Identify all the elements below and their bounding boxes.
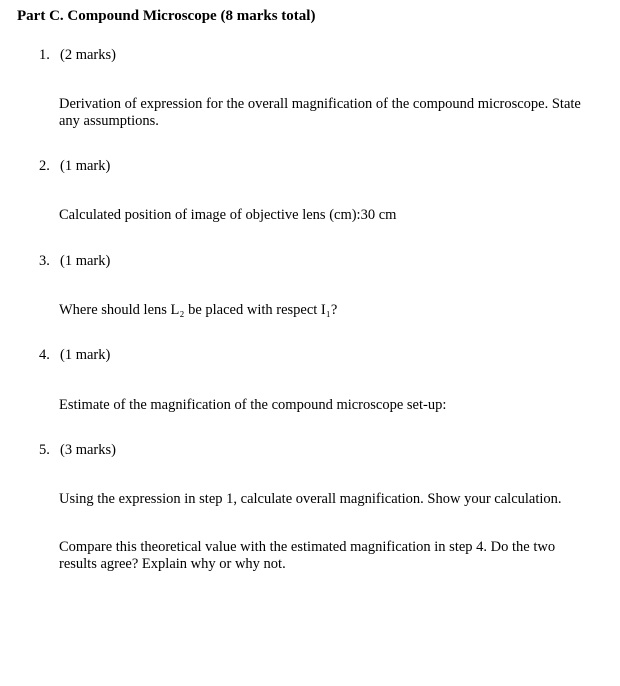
question-5-text-b: Compare this theoretical value with the estimated magnification in step 4. Do the two results agree? Explain why or why not.: [59, 539, 556, 572]
question-number: 2.: [39, 158, 50, 174]
question-item-4: [39, 347, 599, 367]
section-heading: Part C. Compound Microscope (8 marks total): [17, 8, 316, 24]
question-5-text-a: Using the expression in step 1, calculate overall magnification. Show your calculation.: [59, 491, 562, 507]
question-number: 5.: [39, 442, 50, 458]
question-4-text: Estimate of the magnification of the compound microscope set-up:: [59, 397, 447, 413]
question-number: 3.: [39, 253, 50, 269]
question-marks: (2 marks): [60, 47, 116, 63]
question-number: 4.: [39, 347, 50, 363]
question-marks: (1 mark): [60, 158, 111, 174]
question-marks: (1 mark): [60, 347, 111, 363]
question-item-1: [39, 47, 599, 67]
question-1-text: Derivation of expression for the overall magnification of the compound microscope. State any assumptions.: [59, 96, 581, 129]
question-item-2: [39, 158, 599, 178]
question-2-text: Calculated position of image of objective lens (cm):30 cm: [59, 207, 397, 223]
question-item-5: [39, 442, 599, 462]
question-3-text: Where should lens L₂ be placed with respect I₁?: [59, 302, 338, 318]
question-item-3: [39, 253, 599, 273]
question-marks: (1 mark): [60, 253, 111, 269]
question-number: 1.: [39, 47, 50, 63]
question-marks: (3 marks): [60, 442, 116, 458]
